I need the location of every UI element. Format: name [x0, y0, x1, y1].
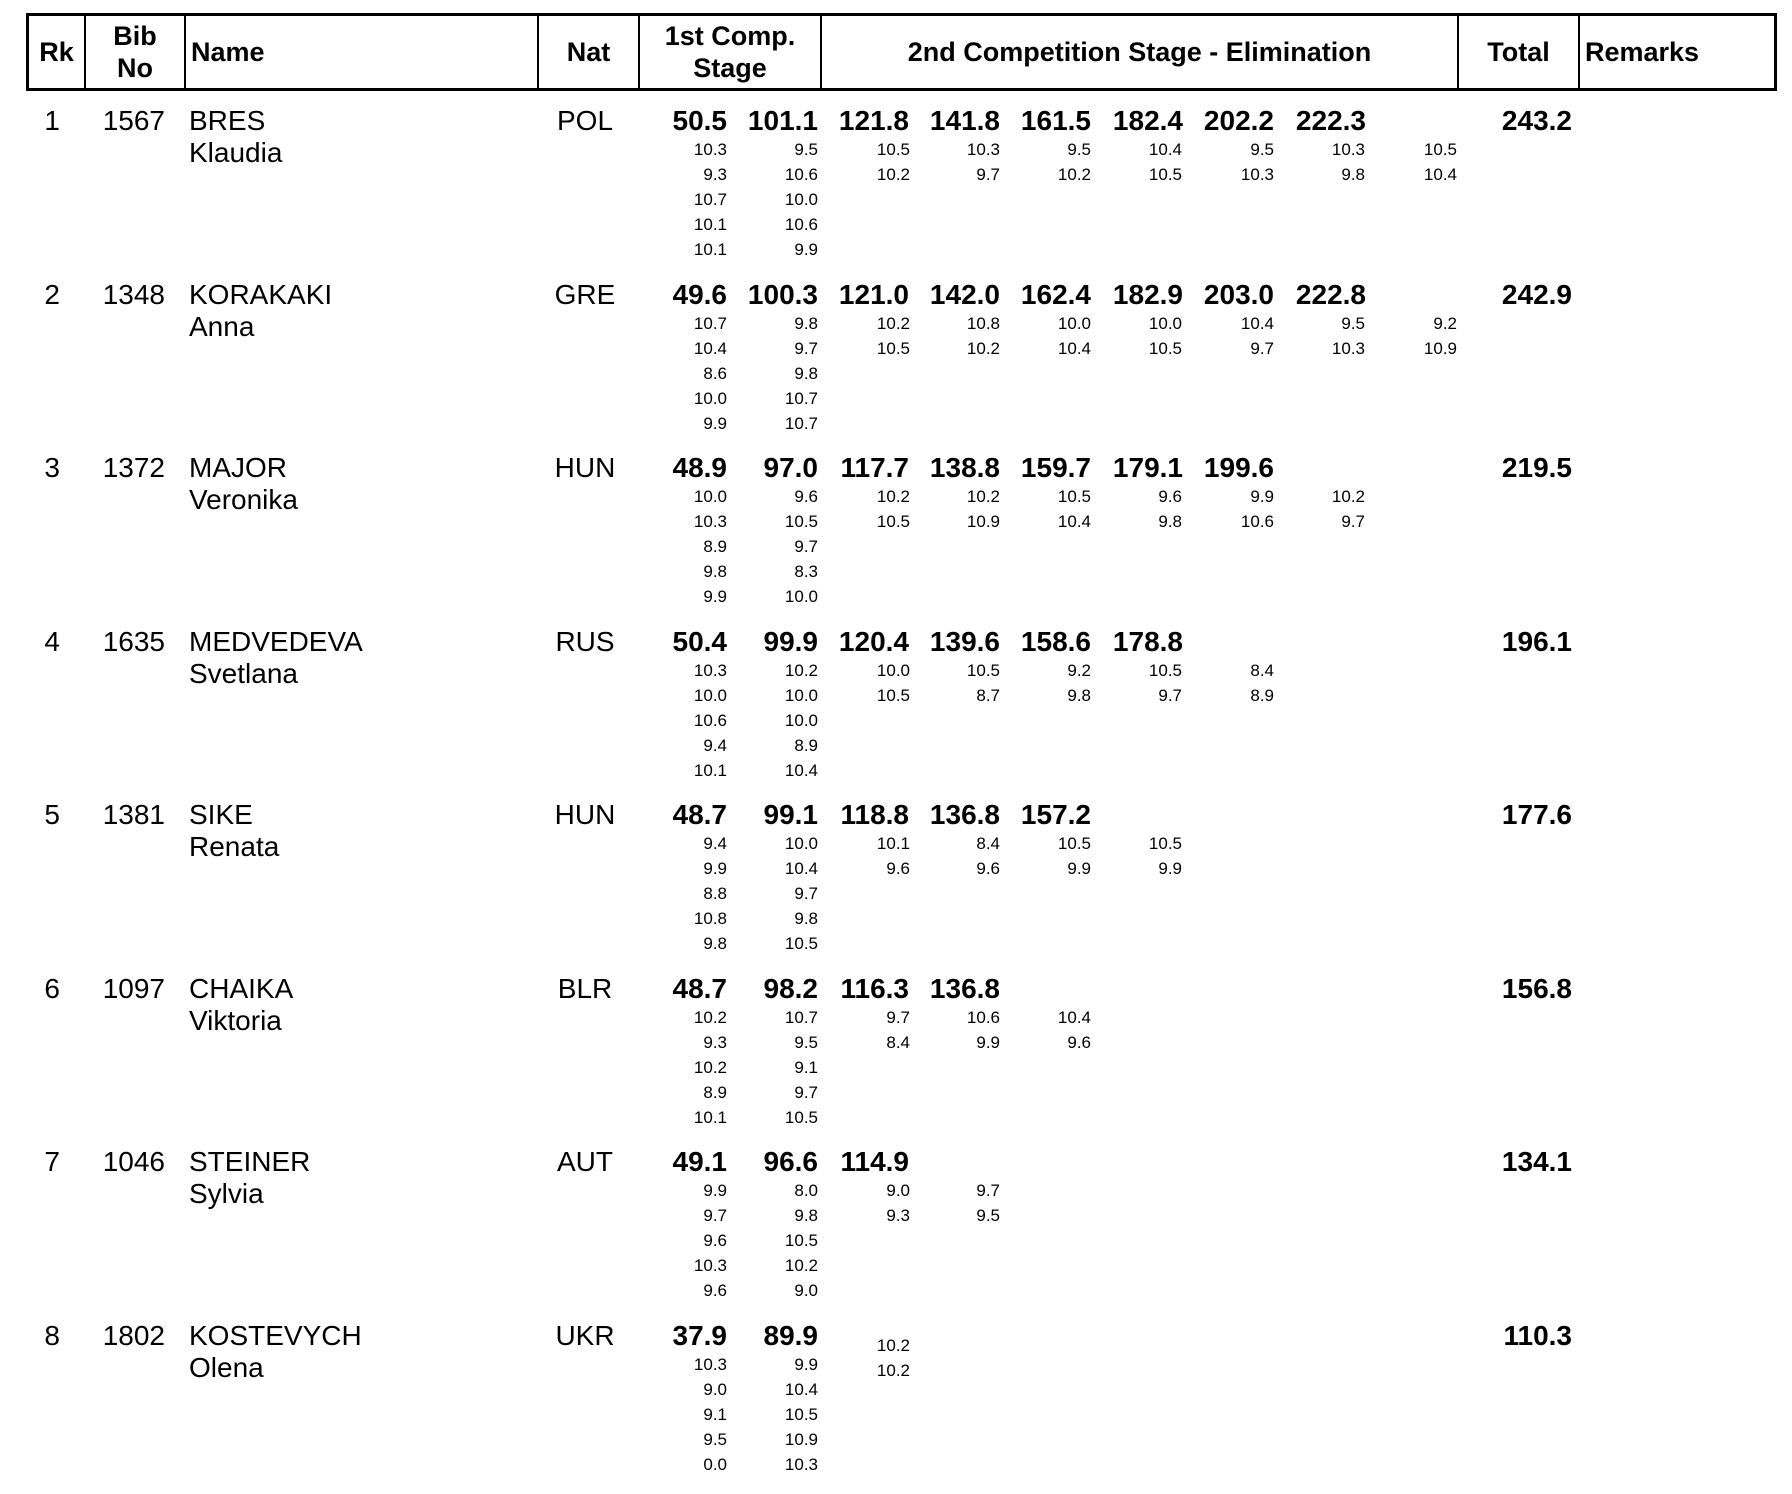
stage2-shot: 9.7 — [976, 165, 1000, 184]
given-name: Svetlana — [189, 658, 298, 689]
stage1-shot: 10.0 — [784, 587, 818, 606]
table-row — [0, 625, 1792, 799]
bib-number: 1635 — [102, 626, 165, 657]
stage2-shot: 9.7 — [886, 1008, 910, 1027]
stage2-shot: 10.0 — [1057, 314, 1091, 333]
stage2-cumulative: 222.3 — [1295, 105, 1366, 136]
stage2-shot: 9.7 — [1341, 512, 1365, 531]
stage1-shot: 10.7 — [693, 190, 727, 209]
stage2-cumulative: 178.8 — [1112, 626, 1183, 657]
header-remarks: Remarks — [1585, 37, 1700, 67]
stage2-shot: 9.7 — [1158, 686, 1182, 705]
table-row — [0, 972, 1792, 1146]
stage2-shot: 9.6 — [886, 859, 910, 878]
stage2-cumulative: 182.9 — [1112, 279, 1183, 310]
header-stage2: 2nd Competition Stage - Elimination — [822, 16, 1459, 88]
surname: SIKE — [189, 799, 253, 830]
given-name: Renata — [189, 831, 280, 862]
header-stage1 — [640, 16, 822, 88]
rank: 6 — [44, 973, 60, 1004]
stage2-shot: 10.1 — [876, 834, 910, 853]
surname: KOSTEVYCH — [189, 1320, 362, 1351]
stage2-cumulative: 121.8 — [838, 105, 909, 136]
stage1-shot: 10.0 — [784, 190, 818, 209]
stage2-cumulative: 222.8 — [1295, 279, 1366, 310]
stage1-shot: 10.5 — [784, 1405, 818, 1424]
stage1-series-total: 37.9 — [672, 1320, 727, 1351]
stage2-shot: 10.5 — [1148, 661, 1182, 680]
surname: STEINER — [189, 1146, 311, 1177]
stage2-shot: 10.3 — [966, 140, 1000, 159]
stage1-shot: 9.8 — [794, 314, 818, 333]
stage2-shot: 10.0 — [1148, 314, 1182, 333]
stage1-shot: 9.0 — [703, 1380, 727, 1399]
stage1-shot: 10.1 — [693, 215, 727, 234]
table-row — [0, 1319, 1792, 1493]
stage2-shot: 9.5 — [976, 1206, 1000, 1225]
stage1-shot: 9.4 — [703, 834, 727, 853]
stage1-series-total: 96.6 — [763, 1146, 818, 1177]
nationality: RUS — [555, 626, 615, 657]
stage1-shot: 10.3 — [693, 1256, 727, 1275]
stage2-cumulative: 203.0 — [1203, 279, 1274, 310]
bib-number: 1372 — [102, 452, 165, 483]
stage1-series-total: 50.4 — [672, 626, 727, 657]
stage2-cumulative: 158.6 — [1020, 626, 1091, 657]
stage1-shot: 10.9 — [784, 1430, 818, 1449]
stage2-shot: 8.7 — [976, 686, 1000, 705]
nationality: BLR — [557, 973, 613, 1004]
header-rank: Rk — [29, 16, 86, 88]
stage1-shot: 9.5 — [794, 1033, 818, 1052]
stage2-cumulative: 136.8 — [929, 973, 1000, 1004]
stage2-shot: 8.4 — [886, 1033, 910, 1052]
stage2-shot: 8.9 — [1250, 686, 1274, 705]
stage1-series-total: 48.7 — [672, 973, 727, 1004]
stage2-cumulative: 162.4 — [1020, 279, 1091, 310]
stage2-shot: 10.2 — [1331, 487, 1365, 506]
stage2-cumulative: 121.0 — [838, 279, 909, 310]
nationality: AUT — [557, 1146, 613, 1177]
given-name: Veronika — [189, 484, 298, 515]
stage1-shot: 9.9 — [794, 1355, 818, 1374]
stage2-shot: 9.2 — [1067, 661, 1091, 680]
stage1-series-total: 99.1 — [763, 799, 818, 830]
nationality: GRE — [554, 279, 616, 310]
stage1-shot: 10.7 — [784, 414, 818, 433]
stage1-shot: 9.1 — [794, 1058, 818, 1077]
stage1-shot: 10.0 — [693, 487, 727, 506]
total: 177.6 — [1501, 799, 1572, 830]
stage2-shot: 10.2 — [966, 339, 1000, 358]
stage1-series-total: 49.1 — [672, 1146, 727, 1177]
stage1-shot: 10.5 — [784, 512, 818, 531]
surname: CHAIKA — [189, 973, 294, 1004]
stage2-shot: 8.4 — [1250, 661, 1274, 680]
stage1-shot: 10.4 — [693, 339, 727, 358]
stage1-shot: 0.0 — [703, 1455, 727, 1474]
stage1-shot: 8.0 — [794, 1181, 818, 1200]
stage2-shot: 10.6 — [966, 1008, 1000, 1027]
header-bib-line2: No — [117, 53, 153, 83]
stage1-shot: 10.6 — [784, 215, 818, 234]
stage2-shot: 10.5 — [876, 339, 910, 358]
stage1-shot: 10.3 — [784, 1455, 818, 1474]
bib-number: 1348 — [102, 279, 165, 310]
stage1-shot: 9.3 — [703, 1033, 727, 1052]
stage1-shot: 10.7 — [693, 314, 727, 333]
stage1-shot: 9.6 — [794, 487, 818, 506]
bib-number: 1567 — [102, 105, 165, 136]
stage2-shot: 9.0 — [886, 1181, 910, 1200]
rank: 1 — [44, 105, 60, 136]
stage2-shot: 9.6 — [976, 859, 1000, 878]
nationality: HUN — [554, 452, 616, 483]
rank: 4 — [44, 626, 60, 657]
stage1-shot: 10.0 — [784, 834, 818, 853]
stage1-shot: 8.9 — [703, 537, 727, 556]
stage1-shot: 9.8 — [703, 934, 727, 953]
stage2-cumulative: 138.8 — [929, 452, 1000, 483]
stage2-cumulative: 118.8 — [840, 799, 909, 830]
stage2-cumulative: 116.3 — [840, 973, 909, 1004]
stage1-shot: 10.7 — [784, 389, 818, 408]
stage2-shot: 10.5 — [876, 512, 910, 531]
given-name: Klaudia — [189, 137, 283, 168]
stage1-shot: 9.5 — [794, 140, 818, 159]
stage1-shot: 10.1 — [693, 761, 727, 780]
stage1-shot: 9.7 — [794, 537, 818, 556]
stage2-cumulative: 120.4 — [838, 626, 909, 657]
header-stage1-line2: Stage — [693, 53, 767, 83]
stage2-shot: 10.4 — [1057, 1008, 1091, 1027]
stage1-shot: 9.9 — [703, 587, 727, 606]
stage2-shot: 10.2 — [876, 1336, 910, 1355]
stage2-shot: 10.3 — [1331, 339, 1365, 358]
stage1-shot: 9.8 — [794, 364, 818, 383]
stage2-shot: 10.5 — [1057, 487, 1091, 506]
nationality: UKR — [555, 1320, 615, 1351]
stage2-shot: 9.9 — [976, 1033, 1000, 1052]
stage2-shot: 10.5 — [876, 140, 910, 159]
stage1-shot: 10.6 — [693, 711, 727, 730]
stage1-shot: 9.7 — [703, 1206, 727, 1225]
header-stage1-line1: 1st Comp. — [664, 21, 796, 51]
stage1-shot: 8.8 — [703, 884, 727, 903]
stage1-series-total: 101.1 — [747, 105, 818, 136]
total: 243.2 — [1501, 105, 1572, 136]
table-header — [26, 13, 1777, 91]
stage1-shot: 10.0 — [784, 686, 818, 705]
header-bib-line1: Bib — [113, 21, 157, 51]
stage1-shot: 10.5 — [784, 1231, 818, 1250]
stage1-shot: 9.8 — [703, 562, 727, 581]
stage2-shot: 10.2 — [966, 487, 1000, 506]
stage1-shot: 8.3 — [794, 562, 818, 581]
stage2-shot: 9.3 — [886, 1206, 910, 1225]
stage2-shot: 9.9 — [1067, 859, 1091, 878]
stage2-shot: 10.4 — [1057, 512, 1091, 531]
stage1-shot: 9.7 — [794, 1083, 818, 1102]
stage2-cumulative: 159.7 — [1020, 452, 1091, 483]
nationality: POL — [556, 105, 614, 136]
stage1-shot: 9.8 — [794, 1206, 818, 1225]
rank: 3 — [44, 452, 60, 483]
stage2-shot: 10.5 — [876, 686, 910, 705]
bib-number: 1097 — [102, 973, 165, 1004]
stage2-shot: 9.2 — [1433, 314, 1457, 333]
stage1-shot: 10.2 — [784, 661, 818, 680]
stage1-series-total: 50.5 — [672, 105, 727, 136]
stage2-cumulative: 157.2 — [1020, 799, 1091, 830]
stage2-shot: 10.5 — [966, 661, 1000, 680]
stage1-shot: 10.6 — [784, 165, 818, 184]
stage2-shot: 9.5 — [1341, 314, 1365, 333]
stage1-shot: 9.9 — [703, 414, 727, 433]
stage1-shot: 8.9 — [794, 736, 818, 755]
stage2-cumulative: 202.2 — [1203, 105, 1274, 136]
stage1-shot: 8.9 — [703, 1083, 727, 1102]
stage1-shot: 9.9 — [703, 1181, 727, 1200]
given-name: Olena — [189, 1352, 264, 1383]
stage2-shot: 8.4 — [976, 834, 1000, 853]
stage1-shot: 10.1 — [693, 1108, 727, 1127]
stage2-shot: 9.9 — [1250, 487, 1274, 506]
stage2-cumulative: 136.8 — [929, 799, 1000, 830]
stage1-shot: 9.4 — [703, 736, 727, 755]
given-name: Anna — [189, 311, 255, 342]
surname: MAJOR — [189, 452, 287, 483]
stage2-shot: 9.8 — [1341, 165, 1365, 184]
stage1-shot: 9.7 — [794, 339, 818, 358]
stage2-shot: 10.4 — [1240, 314, 1274, 333]
stage2-shot: 10.6 — [1240, 512, 1274, 531]
stage2-shot: 10.9 — [1423, 339, 1457, 358]
stage1-shot: 8.6 — [703, 364, 727, 383]
stage1-shot: 9.6 — [703, 1281, 727, 1300]
stage1-shot: 10.3 — [693, 140, 727, 159]
stage2-shot: 10.2 — [876, 314, 910, 333]
stage2-cumulative: 179.1 — [1112, 452, 1183, 483]
stage2-shot: 10.5 — [1423, 140, 1457, 159]
total: 219.5 — [1501, 452, 1572, 483]
stage1-shot: 9.8 — [794, 909, 818, 928]
table-row — [0, 798, 1792, 972]
header-bib — [86, 16, 186, 88]
stage1-shot: 9.6 — [703, 1231, 727, 1250]
stage1-shot: 10.1 — [693, 240, 727, 259]
stage2-shot: 9.7 — [976, 1181, 1000, 1200]
total: 110.3 — [1503, 1320, 1572, 1351]
rank: 2 — [44, 279, 60, 310]
stage2-cumulative: 182.4 — [1112, 105, 1183, 136]
stage1-shot: 10.3 — [693, 661, 727, 680]
stage2-cumulative: 114.9 — [840, 1146, 909, 1177]
stage2-shot: 9.9 — [1158, 859, 1182, 878]
stage1-shot: 9.9 — [794, 240, 818, 259]
bib-number: 1381 — [102, 799, 165, 830]
rank: 8 — [44, 1320, 60, 1351]
stage2-cumulative: 161.5 — [1020, 105, 1091, 136]
stage2-shot: 9.6 — [1158, 487, 1182, 506]
stage1-series-total: 100.3 — [747, 279, 818, 310]
table-row — [0, 1145, 1792, 1319]
table-row — [0, 104, 1792, 278]
stage2-shot: 10.2 — [1057, 165, 1091, 184]
stage2-shot: 10.2 — [876, 1361, 910, 1380]
stage1-series-total: 48.9 — [672, 452, 727, 483]
surname: BRES — [189, 105, 266, 136]
stage2-shot: 10.8 — [966, 314, 1000, 333]
stage1-shot: 10.0 — [693, 686, 727, 705]
stage2-shot: 10.2 — [876, 165, 910, 184]
surname: KORAKAKI — [189, 279, 333, 310]
stage1-shot: 9.5 — [703, 1430, 727, 1449]
total: 196.1 — [1501, 626, 1572, 657]
stage1-shot: 10.4 — [784, 859, 818, 878]
stage1-shot: 9.9 — [703, 859, 727, 878]
stage1-shot: 10.3 — [693, 512, 727, 531]
stage2-shot: 10.3 — [1240, 165, 1274, 184]
stage1-shot: 9.1 — [703, 1405, 727, 1424]
stage2-cumulative: 117.7 — [840, 452, 909, 483]
stage2-shot: 9.8 — [1158, 512, 1182, 531]
stage1-shot: 10.2 — [784, 1256, 818, 1275]
stage1-shot: 10.8 — [693, 909, 727, 928]
stage2-cumulative: 139.6 — [929, 626, 1000, 657]
table-row — [0, 278, 1792, 452]
stage1-shot: 10.5 — [784, 1108, 818, 1127]
stage1-shot: 10.5 — [784, 934, 818, 953]
stage2-shot: 9.7 — [1250, 339, 1274, 358]
stage1-series-total: 48.7 — [672, 799, 727, 830]
stage2-shot: 10.5 — [1148, 339, 1182, 358]
stage1-series-total: 97.0 — [763, 452, 818, 483]
stage1-series-total: 49.6 — [672, 279, 727, 310]
stage2-cumulative: 142.0 — [929, 279, 1000, 310]
stage1-shot: 10.4 — [784, 761, 818, 780]
stage1-shot: 10.0 — [693, 389, 727, 408]
total: 156.8 — [1501, 973, 1572, 1004]
table-row — [0, 451, 1792, 625]
stage2-shot: 10.3 — [1331, 140, 1365, 159]
stage1-shot: 10.4 — [784, 1380, 818, 1399]
given-name: Sylvia — [189, 1178, 264, 1209]
nationality: HUN — [554, 799, 616, 830]
bib-number: 1046 — [102, 1146, 165, 1177]
total: 242.9 — [1501, 279, 1572, 310]
stage1-shot: 10.0 — [784, 711, 818, 730]
stage1-shot: 9.7 — [794, 884, 818, 903]
stage1-series-total: 89.9 — [763, 1320, 818, 1351]
stage2-shot: 9.6 — [1067, 1033, 1091, 1052]
header-nat: Nat — [539, 16, 640, 88]
stage1-shot: 10.3 — [693, 1355, 727, 1374]
stage2-shot: 9.5 — [1067, 140, 1091, 159]
rank: 5 — [44, 799, 60, 830]
stage1-shot: 9.3 — [703, 165, 727, 184]
header-total: Total — [1459, 16, 1580, 88]
stage2-shot: 10.4 — [1148, 140, 1182, 159]
stage2-cumulative: 141.8 — [929, 105, 1000, 136]
given-name: Viktoria — [189, 1005, 282, 1036]
stage1-series-total: 99.9 — [763, 626, 818, 657]
stage2-shot: 9.5 — [1250, 140, 1274, 159]
stage2-shot: 10.4 — [1057, 339, 1091, 358]
rank: 7 — [44, 1146, 60, 1177]
stage1-shot: 10.7 — [784, 1008, 818, 1027]
stage1-shot: 10.2 — [693, 1008, 727, 1027]
stage2-shot: 10.5 — [1148, 165, 1182, 184]
stage1-series-total: 98.2 — [763, 973, 818, 1004]
header-name: Name — [186, 16, 539, 88]
stage2-shot: 9.8 — [1067, 686, 1091, 705]
stage2-shot: 10.5 — [1148, 834, 1182, 853]
stage2-shot: 10.4 — [1423, 165, 1457, 184]
stage2-shot: 10.9 — [966, 512, 1000, 531]
stage1-shot: 10.2 — [693, 1058, 727, 1077]
stage1-shot: 9.0 — [794, 1281, 818, 1300]
bib-number: 1802 — [102, 1320, 165, 1351]
stage2-shot: 10.0 — [876, 661, 910, 680]
stage2-cumulative: 199.6 — [1203, 452, 1274, 483]
stage2-shot: 10.5 — [1057, 834, 1091, 853]
surname: MEDVEDEVA — [189, 626, 363, 657]
stage2-shot: 10.2 — [876, 487, 910, 506]
total: 134.1 — [1501, 1146, 1572, 1177]
